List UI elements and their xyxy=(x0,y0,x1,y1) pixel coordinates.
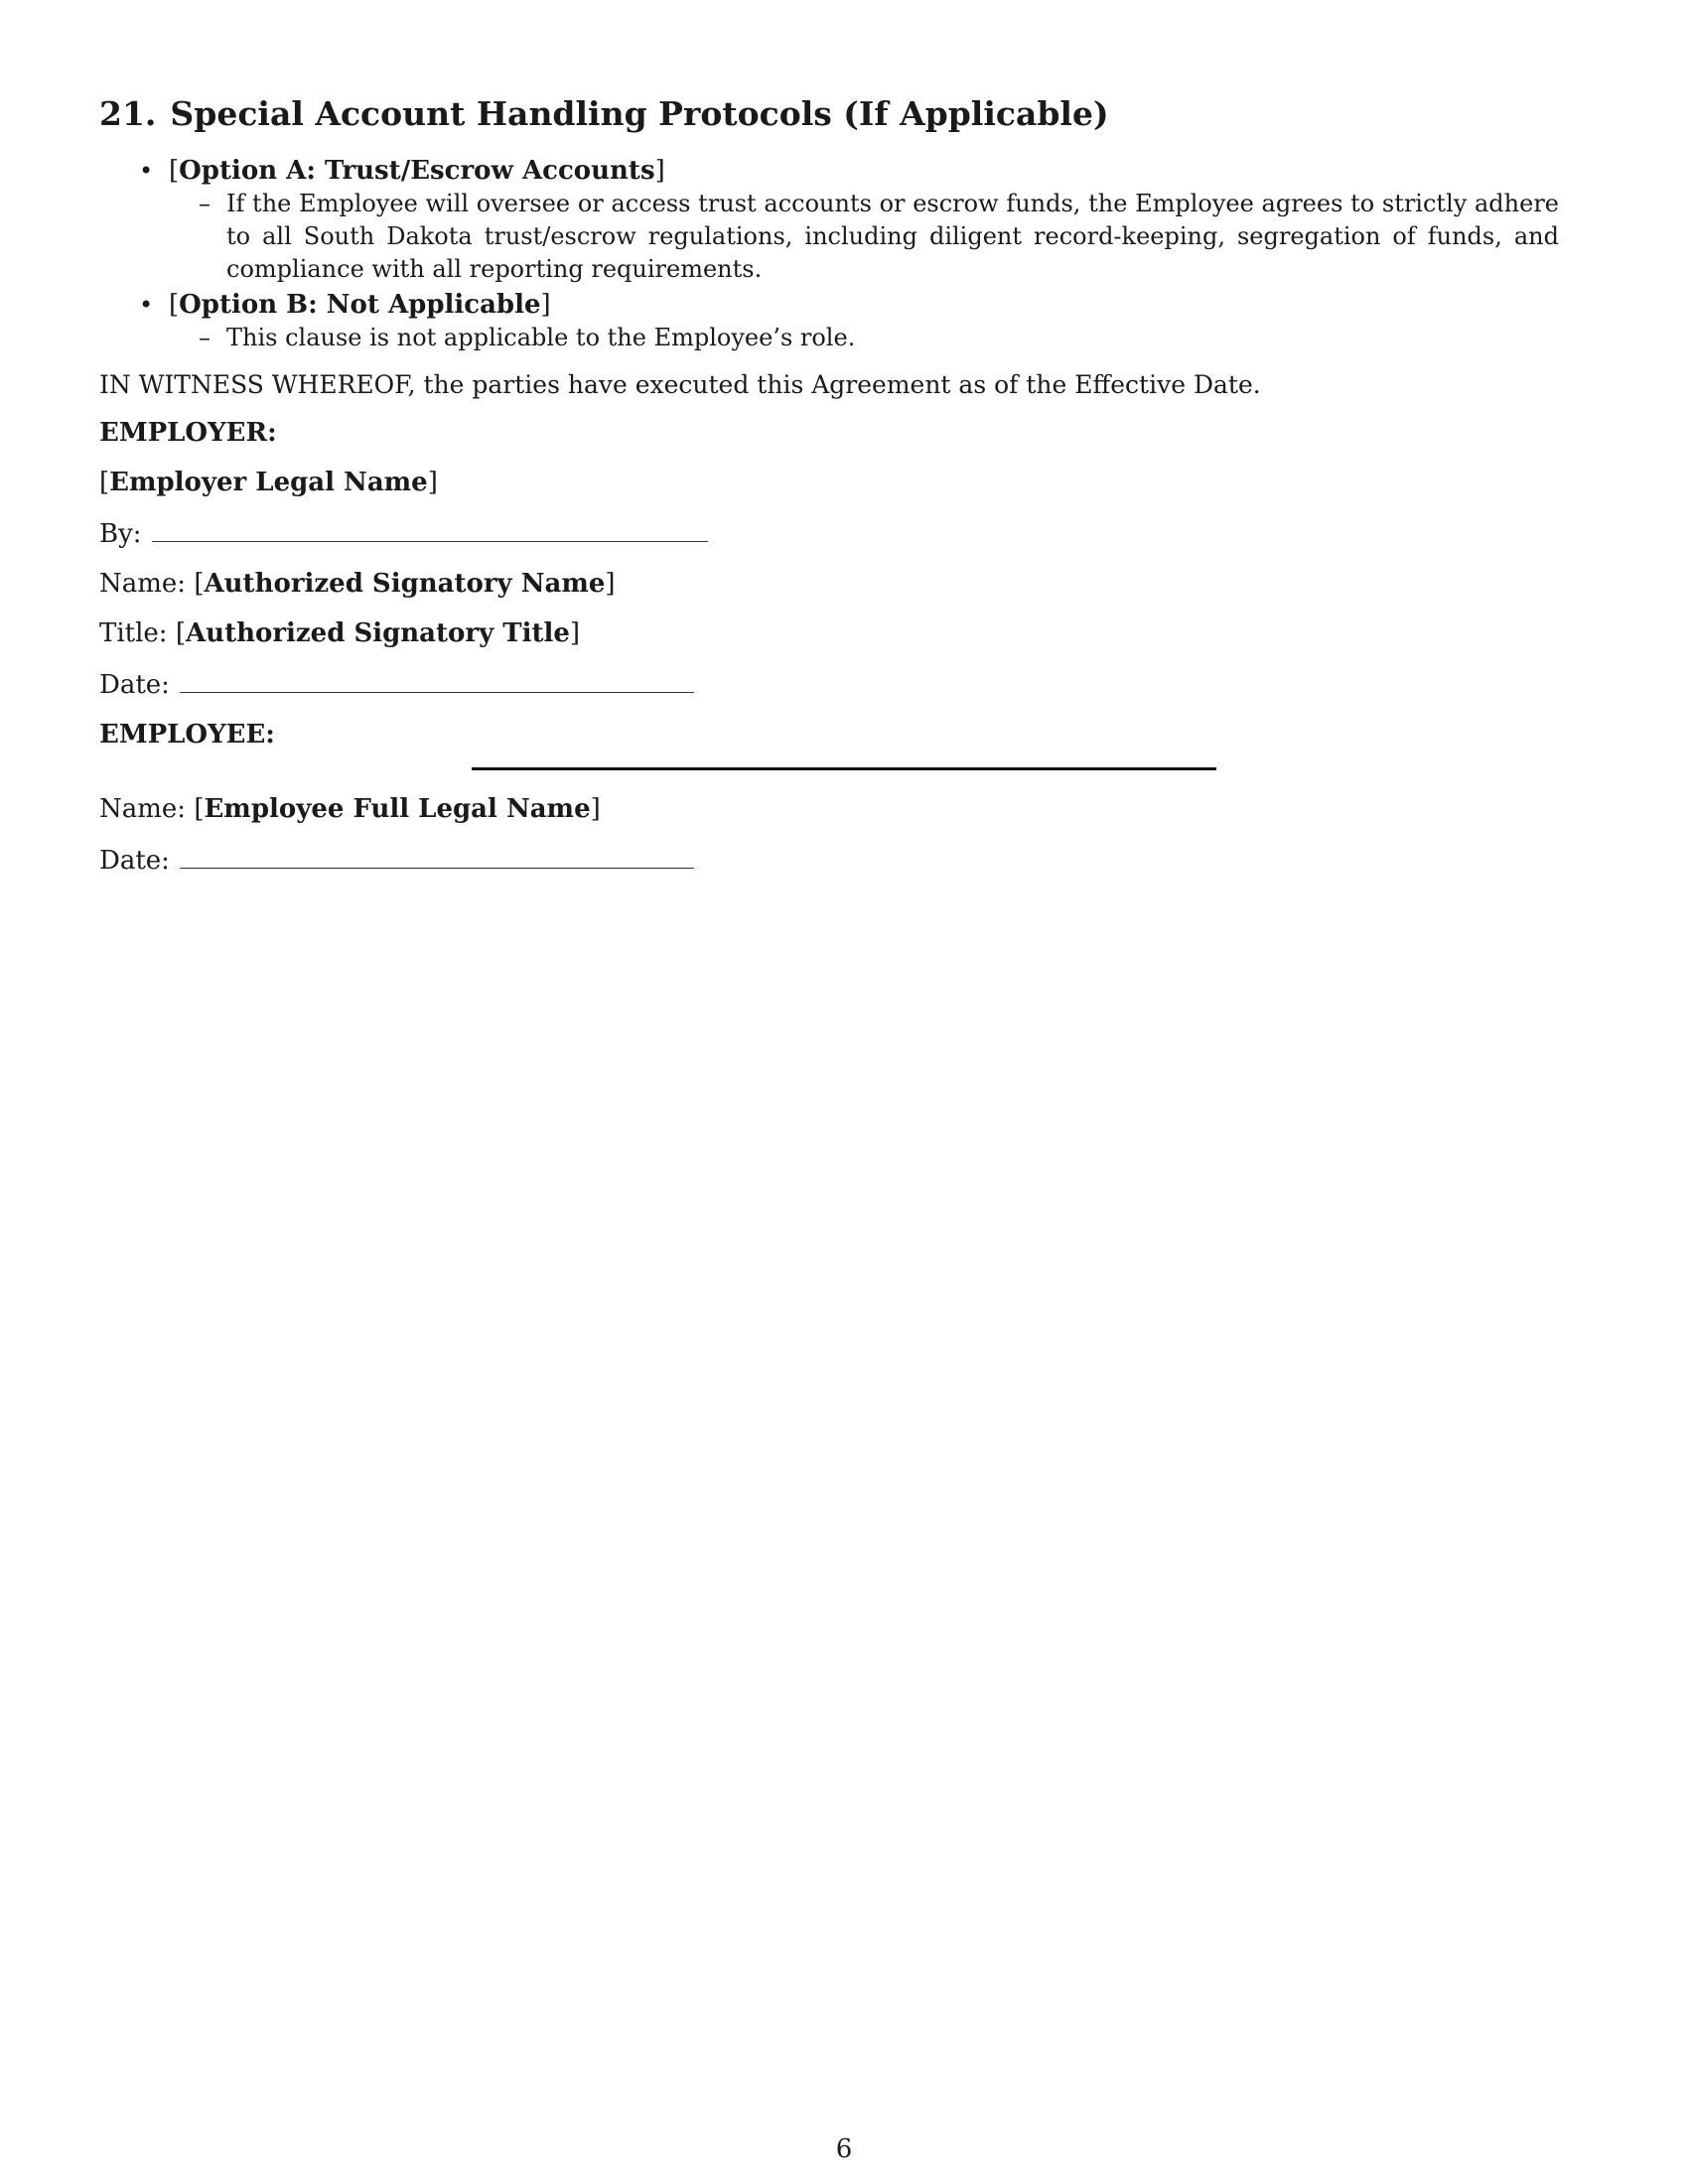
option-detail-list xyxy=(169,188,1589,286)
employee-name-value: Employee Full Legal Name xyxy=(204,794,591,824)
witness-statement: IN WITNESS WHEREOF, the parties have executed this Agreement as of the Effective Date. xyxy=(99,370,1261,399)
section-title: Special Account Handling Protocols (If Applicable) xyxy=(170,94,1109,133)
employer-title-field: Title: [Authorized Signatory Title] xyxy=(99,618,581,648)
options-list xyxy=(139,154,1589,354)
page-number: 6 xyxy=(835,2134,853,2164)
employee-signature-line[interactable] xyxy=(472,767,1216,770)
employer-title-value: Authorized Signatory Title xyxy=(186,618,570,648)
employer-legal-name: [Employer Legal Name] xyxy=(99,468,438,497)
employee-heading: EMPLOYEE: xyxy=(99,720,275,750)
employer-legal-name-value: Employer Legal Name xyxy=(109,468,428,497)
option-label-text: Option B: Not Applicable xyxy=(179,290,541,320)
dash-icon: – xyxy=(199,190,211,217)
option-label: [Option B: Not Applicable] xyxy=(169,290,551,320)
option-label: [Option A: Trust/Escrow Accounts] xyxy=(169,156,665,186)
section-number: 21. xyxy=(99,94,157,133)
employer-date-field xyxy=(99,666,1589,702)
date-label: Date: xyxy=(99,670,170,700)
bullet-icon: • xyxy=(139,291,154,319)
option-label-text: Option A: Trust/Escrow Accounts xyxy=(179,156,655,186)
title-label: Title: xyxy=(99,618,168,648)
section-heading xyxy=(99,94,1589,134)
employee-date-field xyxy=(99,842,1589,878)
employer-signature-blank[interactable] xyxy=(152,515,708,542)
name-label: Name: xyxy=(99,794,187,824)
option-item-a xyxy=(139,154,1589,286)
employee-name-field: Name: [Employee Full Legal Name] xyxy=(99,794,601,824)
option-detail-text: If the Employee will oversee or access trust accounts or escrow funds, the Employee agrees to strictly adhere to all South Dakota trust/escrow regulations, including diligent record-keeping, segregation of funds, and compliance with all reporting requirements. xyxy=(226,190,1559,283)
option-detail xyxy=(169,322,1559,354)
employer-date-blank[interactable] xyxy=(180,666,694,693)
employee-date-blank[interactable] xyxy=(180,842,694,869)
option-detail-list xyxy=(169,322,1589,354)
employer-by-field xyxy=(99,515,1589,551)
dash-icon: – xyxy=(199,324,211,351)
employer-name-field: Name: [Authorized Signatory Name] xyxy=(99,569,616,599)
by-label: By: xyxy=(99,519,142,549)
document-page xyxy=(99,94,1589,893)
date-label: Date: xyxy=(99,846,170,876)
employer-heading: EMPLOYER: xyxy=(99,418,277,448)
employer-name-value: Authorized Signatory Name xyxy=(204,569,606,599)
name-label: Name: xyxy=(99,569,187,599)
option-detail-text: This clause is not applicable to the Employee’s role. xyxy=(226,324,856,351)
bullet-icon: • xyxy=(139,157,154,185)
option-item-b xyxy=(139,288,1589,354)
option-detail xyxy=(169,188,1559,286)
